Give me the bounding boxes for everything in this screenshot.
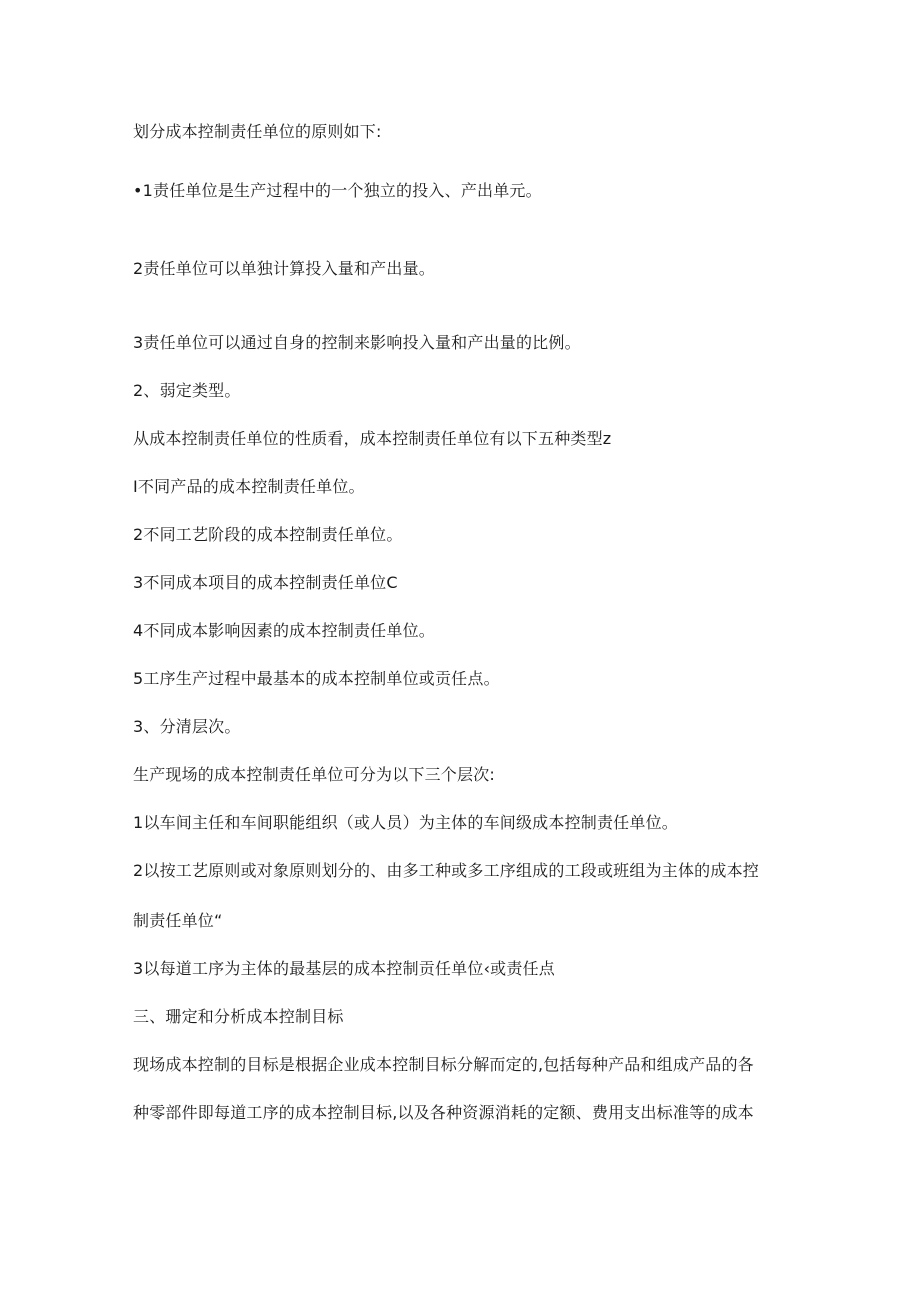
list-item: I不同产品的成本控制责任单位。: [133, 477, 365, 496]
text-line: •1责任单位是生产过程中的一个独立的投入、产出单元。: [133, 181, 542, 200]
text-line: 划分成本控制责任单位的原则如下:: [133, 122, 382, 141]
list-item: 2以按工艺原则或对象原则划分的、由多工种或多工序组成的工段或班组为主体的成本控: [133, 861, 759, 880]
text-line: 种零部件即每道工序的成本控制目标,以及各种资源消耗的定额、费用支出标准等的成本: [133, 1103, 754, 1122]
text-line: 从成本控制责任单位的性质看，成本控制责任单位有以下五种类型z: [133, 429, 612, 448]
list-item: 4不同成本影响因素的成本控制责任单位。: [133, 621, 435, 640]
text-line: 生产现场的成本控制责任单位可分为以下三个层次:: [133, 765, 495, 784]
text-line: 2责任单位可以单独计算投入量和产出量。: [133, 259, 435, 278]
list-item: 3以每道工序为主体的最基层的成本控制贡任单位‹或责任点: [133, 959, 555, 978]
list-item: 2不同工艺阶段的成本控制责任单位。: [133, 525, 403, 544]
section-heading: 2、弱定类型。: [133, 381, 241, 400]
section-heading: 3、分清层次。: [133, 717, 241, 736]
list-item: 1以车间主任和车间职能组织（或人员）为主体的车间级成本控制责任单位。: [133, 813, 678, 832]
list-item: 5工序生产过程中最基本的成本控制单位或贡任点。: [133, 669, 500, 688]
text-line: 3责任单位可以通过自身的控制来影响投入量和产出量的比例。: [133, 333, 581, 352]
list-item: 3不同成本项目的成本控制责任单位C: [133, 573, 398, 592]
text-line: 现场成本控制的目标是根据企业成本控制目标分解而定的,包括每种产品和组成产品的各: [133, 1055, 754, 1074]
section-heading: 三、珊定和分析成本控制目标: [133, 1007, 344, 1026]
text-line: 制责任单位“: [133, 911, 223, 930]
